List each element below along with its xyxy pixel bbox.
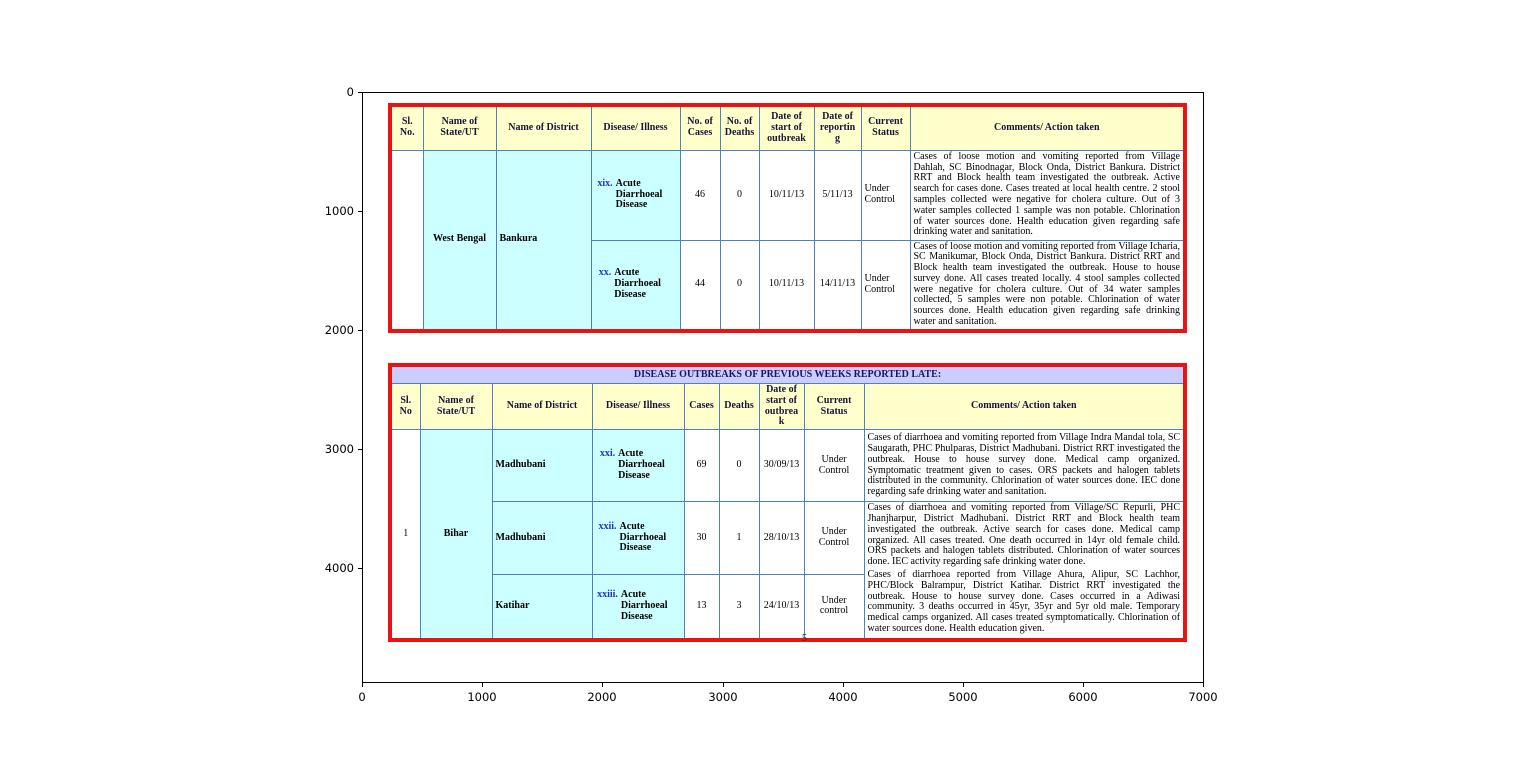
status-cell: Under Control: [804, 502, 864, 575]
x-tick-label: 6000: [1068, 690, 1098, 704]
comments-cell: Cases of diarrhoea and vomiting reported from Village Indra Mandal tola, SC Saugarath, PHC Phulparas, District Madhubani. District RRT investigated the outbreak. House to house survey done. Medical camp organized. Symptomatic treatment given to cases. ORS packets and halogen tablets distributed in the community. Chlorination of water sources done. IEC done regarding safe drinking water and sanitation.: [864, 430, 1185, 502]
comments-cell-merged: [864, 502, 1185, 640]
header-disease: Disease/ Illness: [592, 384, 684, 430]
report-date-cell: 5/11/13: [814, 150, 861, 240]
table-row: [390, 502, 1185, 575]
table-row: [390, 150, 1185, 240]
header-start-date: Date of start of outbreak: [759, 384, 804, 430]
header-cases: Cases: [684, 384, 719, 430]
disease-numeral: xxi.: [599, 448, 616, 460]
y-tick-label: 4000: [324, 561, 354, 575]
cases-cell: 13: [684, 574, 719, 639]
start-date-cell: 10/11/13: [759, 240, 814, 331]
comments-cell: Cases of loose motion and vomiting reported from Village Icharia, SC Manikumar, Block Onda, District Bankura. District RRT and Block health team investigated the outbreak. House to house survey done. All cases treated locally. 4 stool samples collected were negative for cholera culture. Out of 34 water samples collected, 5 samples were non potable. Chlorination of water sources done. Health education given regarding safe drinking water and sanitation.: [910, 240, 1185, 331]
disease-name: Acute Diarrhoeal Disease: [614, 267, 661, 301]
table-header-row: [390, 384, 1185, 430]
disease-text: [595, 179, 677, 211]
state-cell: West Bengal: [423, 150, 496, 331]
disease-text: [595, 268, 677, 300]
header-state: Name of State/UT: [423, 105, 496, 150]
x-tick-mark: [602, 683, 603, 687]
start-date-cell: 10/11/13: [759, 150, 814, 240]
x-tick-mark: [1203, 683, 1204, 687]
header-district: Name of District: [492, 384, 592, 430]
cases-cell: 30: [684, 502, 719, 575]
district-cell: Madhubani: [492, 502, 592, 575]
y-tick-mark: [358, 568, 362, 569]
x-tick-mark: [482, 683, 483, 687]
start-date-cell: 30/09/13: [759, 430, 804, 502]
disease-name: Acute Diarrhoeal Disease: [615, 177, 663, 211]
y-tick-mark: [358, 211, 362, 212]
outbreak-table-2: [388, 363, 1187, 642]
header-state: Name of State/UT: [420, 384, 492, 430]
x-tick-mark: [843, 683, 844, 687]
comments-paragraph: Cases of diarrhoea reported from Village Ahura, Alipur, SC Lachhor, PHC/Block Balrampur, District Katihar. District RRT investigated the outbreak. House to house survey done. Cases occurred in a Adiwasi community. 3 deaths occurred in 45yr, 35yr and 5yr old male. Temporary medical camps organized. All cases treated symptomatically. Chlorination of water sources done. Health education given.: [867, 568, 1181, 634]
outbreak-table-previous-weeks: [388, 363, 1187, 642]
table-header-row: [390, 105, 1185, 150]
outbreak-table-current-week: [388, 103, 1187, 333]
y-tick-mark: [358, 92, 362, 93]
header-cases: No. of Cases: [680, 105, 720, 150]
district-cell: Katihar: [492, 574, 592, 639]
report-date-cell: 14/11/13: [814, 240, 861, 331]
disease-cell: [591, 150, 680, 240]
disease-text: [596, 449, 681, 481]
disease-numeral: xxii.: [598, 520, 617, 532]
header-comments: Comments/ Action taken: [910, 105, 1185, 150]
cases-cell: 69: [684, 430, 719, 502]
disease-cell: [591, 240, 680, 331]
disease-cell: [592, 502, 684, 575]
y-tick-mark: [358, 330, 362, 331]
x-tick-label: 2000: [587, 690, 617, 704]
x-tick-label: 3000: [708, 690, 738, 704]
header-deaths: No. of Deaths: [720, 105, 759, 150]
y-tick-mark: [358, 449, 362, 450]
y-tick-label: 0: [346, 85, 354, 99]
table-title-row: [390, 365, 1185, 384]
x-tick-mark: [1083, 683, 1084, 687]
status-cell: Under Control: [804, 430, 864, 502]
district-cell: Bankura: [496, 150, 591, 331]
disease-name: Acute Diarrhoeal Disease: [619, 520, 667, 554]
status-cell: Under control: [804, 574, 864, 639]
header-comments: Comments/ Action taken: [864, 384, 1185, 430]
state-cell: Bihar: [420, 430, 492, 640]
x-tick-mark: [362, 683, 363, 687]
x-tick-label: 7000: [1188, 690, 1218, 704]
disease-numeral: xx.: [598, 267, 612, 279]
deaths-cell: 0: [720, 240, 759, 331]
status-cell: Under Control: [861, 240, 910, 331]
header-status: Current Status: [861, 105, 910, 150]
x-tick-label: 4000: [828, 690, 858, 704]
disease-text: [596, 522, 681, 554]
page-number: 5: [802, 633, 807, 644]
deaths-cell: 0: [720, 150, 759, 240]
deaths-cell: 3: [719, 574, 759, 639]
disease-text: [596, 590, 681, 622]
y-tick-label: 2000: [324, 323, 354, 337]
deaths-cell: 0: [719, 430, 759, 502]
disease-numeral: xxiii.: [597, 589, 618, 601]
status-cell: Under Control: [861, 150, 910, 240]
header-deaths: Deaths: [719, 384, 759, 430]
cases-cell: 44: [680, 240, 720, 331]
disease-numeral: xix.: [597, 177, 613, 189]
deaths-cell: 1: [719, 502, 759, 575]
start-date-cell: 24/10/13: [759, 574, 804, 639]
comments-paragraph: Cases of diarrhoea and vomiting reported from Village/SC Repurli, PHC Jhanjharpur, District Madhubani. District RRT and Block health team investigated the outbreak. Active search for cases done. Medical camp organized. All cases treated. One death occurred in 14yr old female child. ORS packets and halogen tablets distributed. Chlorination of water sources done. IEC activity regarding safe drinking water done.: [867, 502, 1181, 568]
header-status: Current Status: [804, 384, 864, 430]
header-sl-no: Sl. No: [390, 384, 420, 430]
start-date-cell: 28/10/13: [759, 502, 804, 575]
disease-cell: [592, 574, 684, 639]
x-tick-label: 5000: [948, 690, 978, 704]
table-title: DISEASE OUTBREAKS OF PREVIOUS WEEKS REPORTED LATE:: [390, 365, 1185, 384]
disease-name: Acute Diarrhoeal Disease: [620, 589, 668, 622]
header-sl-no: Sl. No.: [390, 105, 423, 150]
header-disease: Disease/ Illness: [591, 105, 680, 150]
header-report-date: Date of reporting: [814, 105, 861, 150]
x-tick-mark: [723, 683, 724, 687]
outbreak-table-1: [388, 103, 1187, 333]
y-tick-label: 1000: [324, 204, 354, 218]
disease-cell: [592, 430, 684, 502]
sl-no-cell: [390, 150, 423, 331]
header-district: Name of District: [496, 105, 591, 150]
disease-name: Acute Diarrhoeal Disease: [618, 448, 665, 482]
sl-no-cell: 1: [390, 430, 420, 640]
x-tick-label: 0: [358, 690, 366, 704]
y-tick-label: 3000: [324, 442, 354, 456]
district-cell: Madhubani: [492, 430, 592, 502]
x-tick-label: 1000: [467, 690, 497, 704]
header-start-date: Date of start of outbreak: [759, 105, 814, 150]
x-tick-mark: [963, 683, 964, 687]
cases-cell: 46: [680, 150, 720, 240]
comments-cell: Cases of loose motion and vomiting reported from Village Dahlah, SC Binodnagar, Block Onda, District Bankura. District RRT and Block health team investigated the outbreak. Active search for cases done. Cases treated at local health centre. 2 stool samples collected were negative for cholera culture. Out of 3 water samples collected 1 sample was non potable. Chlorination of water sources done. Health education given regarding safe drinking water and sanitation.: [910, 150, 1185, 240]
table-row: [390, 430, 1185, 502]
